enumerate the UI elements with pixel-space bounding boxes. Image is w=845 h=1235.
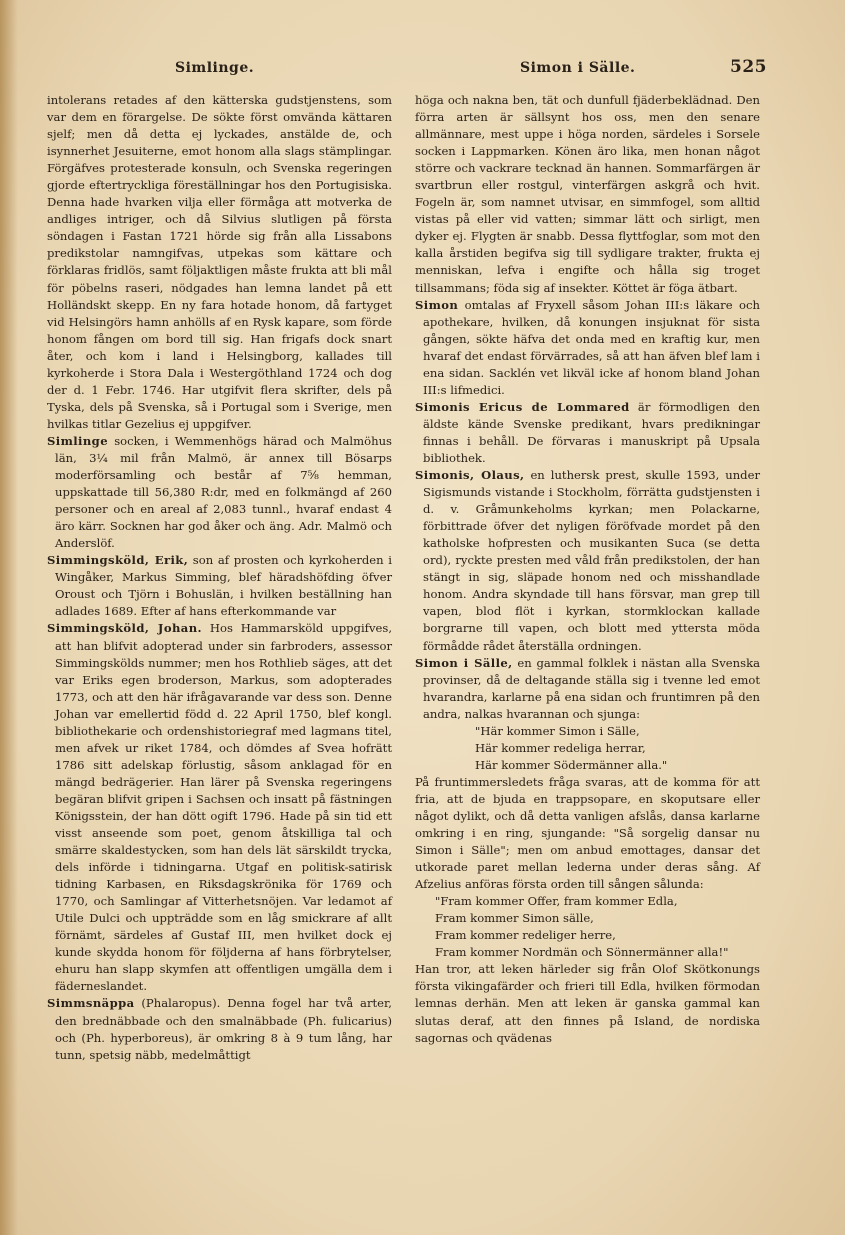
entry-headword: Simonis, Olaus, (415, 468, 525, 483)
verse-line: Fram kommer Simon sälle, (435, 911, 594, 926)
entry-headword: Simlinge (47, 433, 108, 448)
running-header-left: Simlinge. (175, 60, 255, 76)
verse-line: Här kommer Södermänner alla." (475, 757, 668, 772)
page-number: 525 (730, 57, 767, 77)
left-column (47, 92, 392, 1064)
entry-body: en luthersk prest, skulle 1593, under Sigismunds vistande i Stockholm, förrätta gudstjensten i d. v. Gråmunkeholms kyrkan; men Polackarne, förbittrade öfver det nyligen föröfvade mordet på den katholske hofpresten och musikanten Suca (se detta ord), ryckte presten med våld från predikstolen, der han stängt in sig, släpade honom ned och misshandlade honom. Andra skyndade till hans försvar, man grep till vapen, blod flöt i kyrkan, stormklockan kallade borgrarne till vapen, och blott med yttersta möda förmådde rådet återställa ordningen. (423, 468, 760, 653)
entry-paragraph (415, 399, 760, 467)
entry-body: Hos Hammarsköld uppgifves, att han blifvit adopterad under sin farbroders, assessor Simmingskölds nummer; men hos Rothlieb säges, att det var Eriks egen broderson, Markus, som adopterades 1773, och att den här ifrågavarande var dess son. Denne Johan var emellertid född d. 22 April 1750, blef kongl. bibliothekarie och ordenshistoriegraf med lagmans titel, men afvek ur riket 1784, och dömdes af Svea hofrätt 1786 sitt adelskap förlustig, såsom anklagad för en mängd bedrägerier. Han lärer på Svenska regeringens begäran blifvit gripen i Sachsen och insatt på fästningen Königsstein, der han dött ogift 1796. Hade på sin tid ett visst anseende som poet, genom åtskilliga tal och smärre skaldestycken, som han dels lät särskildt trycka, dels införde i tidningarna. Utgaf en politisk-satirisk tidning Karbasen, en Riksdagskrönika för 1769 och 1770, och Samlingar af Vitterhetsnöjen. Var ledamot af Utile Dulci och uppträdde som en låg smickrare af allt förnämt, särdeles af Gustaf III, men hvilket dock ej kunde skydda honom för följderna af hans förbrytelser, ehuru han slapp skymfen att offentligen umgälla dem i fäderneslandet. (55, 621, 392, 994)
entry-body: omtalas af Fryxell såsom Johan III:s läkare och apothekare, hvilken, då konungen insjuknat för sista gången, sökte häfva det onda med en kraftig kur, men hvaraf det endast förvärrades, så att han äfven blef lam i ena sidan. Sacklén vet likväl icke af honom bland Johan III:s lifmedici. (423, 297, 760, 397)
entry-body: är förmodligen den äldste kände Svenske predikant, hvars predikningar finnas i behåll. De förvaras i manuskript på Upsala bibliothek. (423, 399, 760, 465)
body-paragraph: höga och nakna ben, tät och dunfull fjäderbeklädnad. Den förra arten är sällsynt hos oss, men den senare allmännare, mest uppe i höga norden, särdeles i Sorsele socken i Lappmarken. Könen äro lika, men honan något större och vackrare tecknad än hannen. Sommarfärgen är svartbrun eller rostgul, vinterfärgen askgrå och hvit. Fogeln är, som namnet utvisar, en simmfogel, som alltid vistas på eller vid vatten; simmar lätt och sirligt, men dyker ej. Flygten är snabb. Dessa flyttfoglar, som mot den kalla årstiden begifva sig till sydligare trakter, frukta ej menniskan, lefva i engifte och hålla sig troget tillsammans; föda sig af insekter. Köttet är föga ätbart. (415, 93, 760, 295)
body-paragraph: På fruntimmersledets fråga svaras, att de komma för att fria, att de bjuda en trappsopare, en skoputsare eller något dylikt, och då detta vanligen afslås, dansa karlarne omkring i en ring, sjungande: "Så sorgelig dansar nu Simon i Sälle"; men om anbud emottages, dansar det utkorade paret mellan lederna under deras sång. Af Afzelius anföras första orden till sången sålunda: (415, 774, 760, 892)
verse-line: Fram kommer redeliger herre, (435, 928, 616, 943)
entry-headword: Simmingsköld, Johan. (47, 621, 202, 636)
entry-paragraph (415, 467, 760, 655)
entry-headword: Simmingsköld, Erik, (47, 553, 189, 568)
entry-headword: Simonis Ericus de Lommared (415, 399, 630, 414)
entry-body: (Phalaropus). Denna fogel har två arter, den brednäbbade och den smalnäbbade (Ph. fulicarius) och (Ph. hyperboreus), är omkring 8 à 9 tum lång, har tunn, spetsig näbb, medelmåttigt (55, 996, 392, 1062)
verse-line: Fram kommer Nordmän och Sönnermänner alla!" (435, 945, 729, 960)
entry-body: socken, i Wemmenhögs härad och Malmöhus län, 3¼ mil från Malmö, är annex till Bösarps moderförsamling och består af 7⅝ hemman, uppskattade till 56,380 R:dr, med en folkmängd af 260 personer och en areal af 2,083 tunnl., hvaraf endast 4 äro kärr. Socknen har god åker och äng. Adr. Malmö och Anderslöf. (55, 433, 392, 551)
entry-body: son af prosten och kyrkoherden i Wingåker, Markus Simming, blef häradshöfding öfver Oroust och Tjörn i Bohuslän, i hvilken beställning han adlades 1689. Efter af hans efterkommande var (55, 553, 393, 619)
entry-paragraph (47, 433, 392, 552)
entry-paragraph (47, 620, 392, 995)
verse-line: "Fram kommer Offer, fram kommer Edla, (435, 894, 678, 909)
entry-headword: Simmsnäppa (47, 996, 135, 1011)
entry-paragraph (47, 552, 392, 620)
body-paragraph: intolerans retades af den kätterska gudstjenstens, som var dem en förargelse. De sökte först omvända kättaren sjelf; men då detta ej lyckades, anstälde de, och isynnerhet Jesuiterne, emot honom alla slags stämplingar. Förgäfves protesterade konsuln, och Svenska regeringen gjorde eftertryckliga föreställningar hos den Portugisiska. Denna hade hvarken vilja eller förmåga att motverka de andliges intriger, och då Silvius slutligen på första söndagen i Fastan 1721 hörde sig från alla Lissabons predikstolar namngifvas, utpekas som kättare och förklaras fridlös, samt följaktligen måste frukta att bli mål för pöbelns raseri, nödgades han lemna landet på ett Holländskt skepp. En ny fara hotade honom, då fartyget vid Helsingörs hamn anhölls af en Rysk kapare, som förde honom fången om bord till sig. Han frigafs dock snart åter, och kom i land i Helsingborg, kallades till kyrkoherde i Stora Dala i Westergöthland 1724 och dog der d. 1 Febr. 1746. Har utgifvit flera skrifter, dels på Tyska, dels på Svenska, så i Portugal som i Sverige, men hvilkas titlar Gezelius ej uppgifver. (47, 93, 392, 431)
verse-line: "Här kommer Simon i Sälle, (475, 723, 640, 738)
page-edge (0, 0, 18, 1235)
verse-line: Här kommer redeliga herrar, (475, 740, 646, 755)
entry-headword: Simon (415, 297, 459, 312)
entry-headword: Simon i Sälle, (415, 655, 513, 670)
entry-body: en gammal folklek i nästan alla Svenska provinser, då de deltagande ställa sig i tvenne led emot hvarandra, karlarne på ena sidan och fruntimren på den andra, nalkas hvarannan och sjunga: (423, 655, 761, 721)
entry-paragraph (47, 995, 392, 1063)
entry-paragraph (415, 297, 760, 399)
body-paragraph: Han tror, att leken härleder sig från Olof Skötkonungs första vikingafärder och frieri till Edla, hvilken förmodan lemnas derhän. Men att leken är ganska gammal kan slutas deraf, att den finnes på Island, de nordiska sagornas och qvädenas (415, 962, 760, 1045)
right-column (415, 92, 760, 1047)
entry-paragraph (415, 655, 760, 723)
running-header-right: Simon i Sälle. (520, 60, 636, 76)
